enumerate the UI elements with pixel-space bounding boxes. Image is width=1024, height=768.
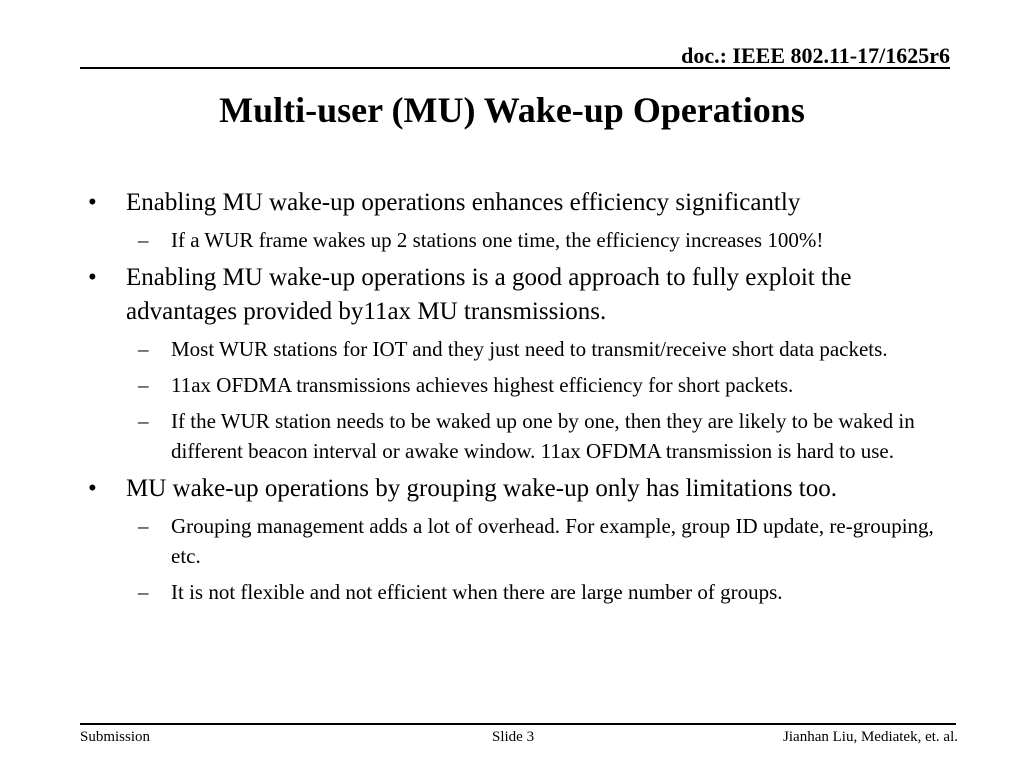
sub-bullet-text: If the WUR station needs to be waked up one by one, then they are likely to be waked in different beacon interval or awake window. 11ax OFDMA transmission is hard to use. [171, 409, 915, 463]
sub-bullet-marker: – [138, 228, 149, 252]
bullet-text: Enabling MU wake-up operations enhances efficiency significantly [126, 189, 801, 216]
sub-bullet-item [0, 577, 941, 607]
slide-title: Multi-user (MU) Wake-up Operations [219, 90, 805, 130]
footer-submission: Submission [80, 729, 151, 745]
sub-bullet-item [0, 406, 941, 466]
sub-bullet-text: 11ax OFDMA transmissions achieves highest efficiency for short packets. [171, 373, 794, 397]
document-id: doc.: IEEE 802.11-17/1625r6 [681, 43, 950, 68]
footer-slide-number: Slide 3 [492, 729, 535, 745]
header-divider [80, 67, 950, 69]
slide-body [0, 186, 1024, 613]
footer-author: Jianhan Liu, Mediatek, et. al. [783, 729, 958, 745]
sub-bullet-text: Grouping management adds a lot of overhead. For example, group ID update, re-grouping, etc. [171, 514, 934, 568]
sub-bullet-item [0, 370, 941, 400]
sub-bullet-text: It is not flexible and not efficient when there are large number of groups. [171, 580, 783, 604]
bullet-marker: • [88, 264, 97, 291]
sub-bullet-marker: – [138, 514, 149, 538]
sub-bullet-text: Most WUR stations for IOT and they just need to transmit/receive short data packets. [171, 337, 888, 361]
sub-bullet-item [0, 511, 941, 571]
sub-bullet-marker: – [138, 373, 149, 397]
bullet-marker: • [88, 189, 97, 216]
bullet-item [0, 261, 946, 329]
bullet-marker: • [88, 475, 97, 502]
bullet-item [0, 472, 946, 506]
bullet-item [0, 186, 946, 220]
sub-bullet-marker: – [138, 337, 149, 361]
sub-bullet-marker: – [138, 409, 149, 433]
sub-bullet-item [0, 334, 941, 364]
footer-divider [80, 723, 956, 725]
sub-bullet-item [0, 225, 941, 255]
sub-bullet-marker: – [138, 580, 149, 604]
sub-bullet-text: If a WUR frame wakes up 2 stations one time, the efficiency increases 100%! [171, 228, 824, 252]
bullet-text: MU wake-up operations by grouping wake-up only has limitations too. [126, 475, 837, 502]
bullet-text: Enabling MU wake-up operations is a good approach to fully exploit the advantages provided by11ax MU transmissions. [126, 264, 852, 325]
